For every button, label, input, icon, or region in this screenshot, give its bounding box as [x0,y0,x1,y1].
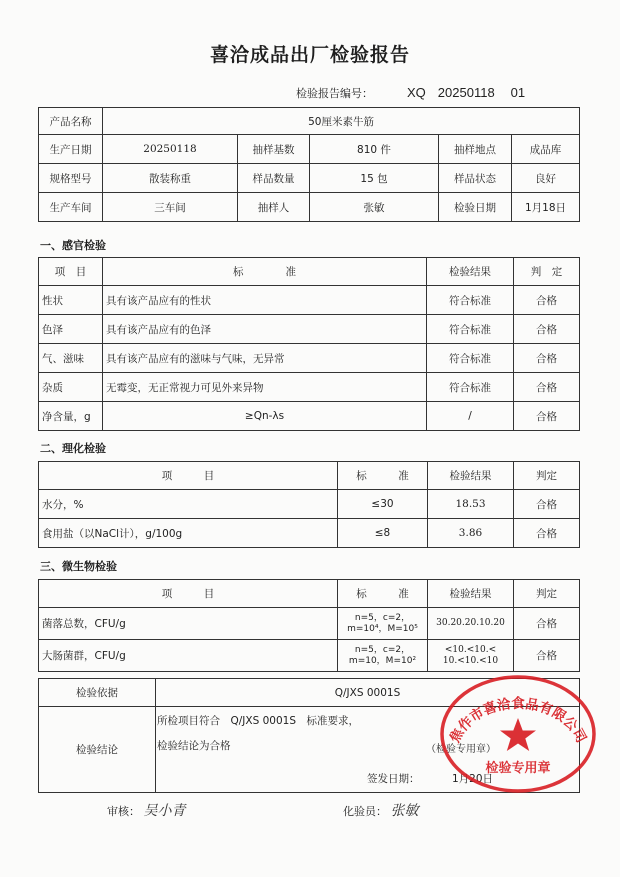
item-cell: 食用盐（以NaCl计），g/100g [39,519,338,548]
table-header-row [39,258,580,286]
column-header: 检验结果 [428,580,514,608]
column-header: 项 目 [39,258,103,286]
standard-line: n=5，c=2， [354,612,411,623]
column-header: 检验结果 [428,462,514,490]
cell-label: 抽样人 [238,193,310,222]
table-row [39,344,580,373]
judge-cell: 合格 [514,608,580,640]
inspector-signature: 张敏 [390,803,419,819]
judge-cell: 合格 [514,640,580,672]
standard-line: n=5，c=2， [354,644,411,655]
table-row [39,315,580,344]
standard-cell: 具有该产品应有的滋味与气味，无异常 [103,344,427,373]
sampling-base: 810 件 [310,135,439,164]
table-row [39,519,580,548]
report-number [296,85,525,101]
cell-label: 抽样基数 [238,135,310,164]
sampler: 张敏 [310,193,439,222]
reviewer [107,800,186,820]
physchem-table [38,461,580,548]
result-cell: 符合标准 [427,344,514,373]
production-date: 20250118 [103,135,238,164]
issue-date-label: 签发日期： [367,773,420,785]
table-row [39,164,580,193]
cell-label: 样品数量 [238,164,310,193]
item-cell: 气、滋味 [39,344,103,373]
report-number-prefix: XQ [407,85,426,100]
basis-label: 检验依据 [39,679,156,707]
issue-date: 1月20日 [452,773,494,785]
result-line: <10.<10.< [444,644,497,655]
item-cell: 菌落总数，CFU/g [39,608,338,640]
table-row [39,135,580,164]
result-cell: 3.86 [428,519,514,548]
micro-table [38,579,580,672]
section-heading-physchem: 二、理化检验 [40,442,106,455]
result-cell: 符合标准 [427,315,514,344]
judge-cell: 合格 [514,344,580,373]
standard-cell: 无霉变，无正常视力可见外来异物 [103,373,427,402]
item-cell: 色泽 [39,315,103,344]
standard-line: m=10⁴，M=10⁵ [347,623,418,634]
table-header-row [39,580,580,608]
cell-label: 规格型号 [39,164,103,193]
result-cell [428,608,514,640]
item-cell: 大肠菌群，CFU/g [39,640,338,672]
table-header-row [39,462,580,490]
seal-note: （检验专用章） [426,744,496,755]
judge-cell: 合格 [514,519,580,548]
table-row [39,490,580,519]
column-header: 项 目 [39,580,338,608]
cell-label: 样品状态 [439,164,512,193]
result-cell: / [427,402,514,431]
cell-label: 生产车间 [39,193,103,222]
column-header: 标 准 [338,580,428,608]
judge-cell: 合格 [514,490,580,519]
cell-label: 产品名称 [39,108,103,135]
standard-cell: ≥Qn-λs [103,402,427,431]
basis-value: Q/JXS 0001S [156,679,580,707]
reviewer-signature: 吴小青 [143,803,186,819]
cell-label: 检验日期 [439,193,512,222]
column-header: 标 准 [338,462,428,490]
item-cell: 水分，% [39,490,338,519]
table-row [39,402,580,431]
judge-cell: 合格 [514,402,580,431]
conclusion-line-1: 所检项目符合 Q/JXS 0001S 标准要求， [157,715,359,727]
sample-quantity: 15 包 [310,164,439,193]
result-cell: 符合标准 [427,373,514,402]
column-header: 标 准 [103,258,427,286]
standard-line: m=10，M=10² [348,655,417,666]
table-row [39,373,580,402]
table-row [39,608,580,640]
result-cell [428,640,514,672]
spec-model: 散装称重 [103,164,238,193]
section-heading-sensory: 一、感官检验 [40,239,106,252]
conclusion-label: 检验结论 [39,707,156,793]
item-cell: 性状 [39,286,103,315]
cell-label: 抽样地点 [439,135,512,164]
inspector-label: 化验员： [343,805,387,818]
section-heading-micro: 三、微生物检验 [40,560,117,573]
table-row [39,193,580,222]
product-info-table [38,107,580,222]
report-number-code: 20250118 [437,85,495,100]
sample-state: 良好 [512,164,580,193]
column-header: 判定 [514,462,580,490]
column-header: 检验结果 [427,258,514,286]
company-seal [438,672,598,794]
conclusion-line-2: 检验结论为合格 [157,740,231,752]
cell-label: 生产日期 [39,135,103,164]
column-header: 判 定 [514,258,580,286]
product-name: 50厘米素牛筋 [103,108,580,135]
column-header: 判定 [514,580,580,608]
seal-ring-text: 焦作市喜洽食品有限公司 [446,696,590,746]
judge-cell: 合格 [514,286,580,315]
standard-cell: ≤30 [338,490,428,519]
table-row [39,108,580,135]
check-date: 1月18日 [512,193,580,222]
page-title: 喜洽成品出厂检验报告 [209,44,410,66]
report-number-label: 检验报告编号： [296,87,373,100]
result-line: 10.<10.<10 [442,655,499,666]
standard-cell: ≤8 [338,519,428,548]
item-cell: 净含量，g [39,402,103,431]
judge-cell: 合格 [514,315,580,344]
judge-cell: 合格 [514,373,580,402]
standard-cell: 具有该产品应有的色泽 [103,315,427,344]
reviewer-label: 审核： [107,805,140,818]
seal-star-icon [500,718,536,751]
result-cell: 符合标准 [427,286,514,315]
seal-bottom-text: 检验专用章 [485,761,551,776]
standard-cell: 具有该产品应有的性状 [103,286,427,315]
sensory-table [38,257,580,431]
table-row [39,286,580,315]
standard-cell [338,608,428,640]
result-cell: 18.53 [428,490,514,519]
sampling-place: 成品库 [512,135,580,164]
report-number-suffix: 01 [510,85,526,100]
standard-cell [338,640,428,672]
item-cell: 杂质 [39,373,103,402]
result-line: 30.20.20.10.20 [436,618,505,628]
inspector [343,800,419,820]
table-row [39,640,580,672]
workshop: 三车间 [103,193,238,222]
column-header: 项 目 [39,462,338,490]
